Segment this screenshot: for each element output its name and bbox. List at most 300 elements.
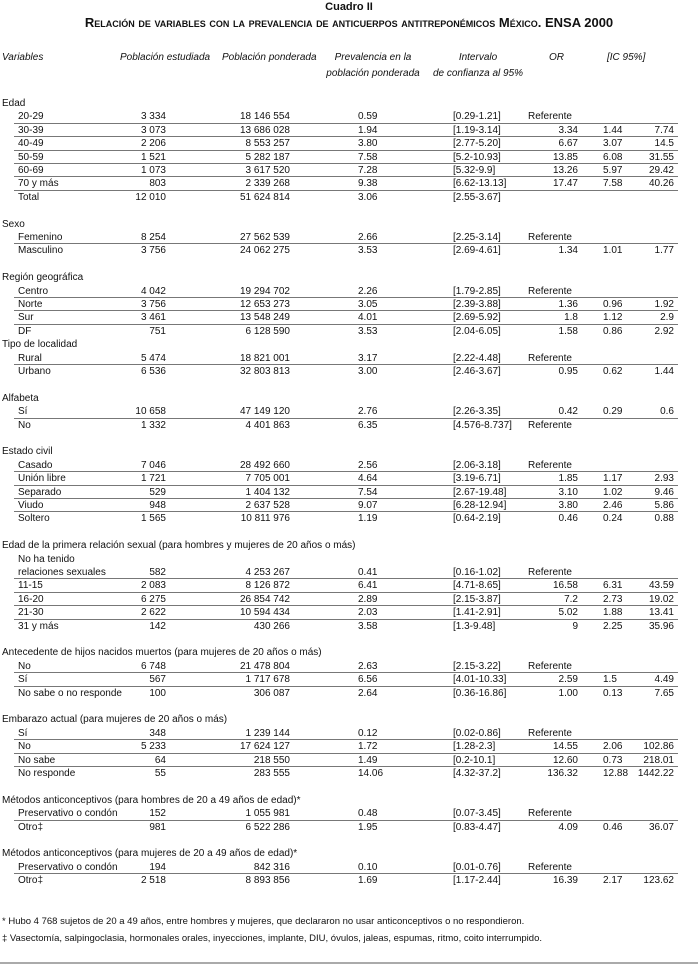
- table-row: [0, 405, 698, 418]
- cell-int: [2.67-19.48]: [453, 486, 507, 498]
- table-row: [0, 124, 698, 137]
- cell-icl: 2.17: [603, 875, 623, 887]
- table-title: [0, 15, 698, 30]
- cell-pond: 306 087: [253, 687, 290, 699]
- table-row: [0, 177, 698, 190]
- cell-or: 2.59: [558, 674, 578, 686]
- cell-icl: 1.88: [603, 607, 623, 619]
- cell-pond: 2 339 268: [245, 178, 290, 190]
- cell-prev: 0.12: [358, 727, 378, 739]
- group-label: Métodos anticonceptivos (para mujeres de 20 a 49 años de edad)*: [2, 848, 298, 860]
- cell-or: 3.10: [558, 486, 578, 498]
- cell-int: [0.16-1.02]: [453, 567, 501, 578]
- cell-int: [2.69-4.61]: [453, 245, 501, 257]
- cell-int: [0.83-4.47]: [453, 821, 501, 833]
- table-row: [0, 874, 698, 887]
- table-row: [0, 285, 698, 298]
- title-main: Relación de variables con la prevalencia de anticuerpos antitreponémicos México.: [84, 15, 542, 30]
- cell-int: [1.79-2.85]: [453, 285, 501, 297]
- cell-prev: 6.41: [358, 580, 378, 592]
- cell-est: 582: [149, 567, 166, 578]
- cell-ich: 1442.22: [637, 768, 674, 779]
- cell-or: Referente: [528, 352, 572, 364]
- table-row: [0, 754, 698, 767]
- table-row: [0, 512, 698, 525]
- cell-est: 6 536: [140, 366, 166, 377]
- footnote-double-dagger: ‡ Vasectomía, salpingoclasia, hormonales orales, inyecciones, implante, DIU, óvulos, jaleas, espumas, ritmo, coito interrumpido.: [2, 933, 542, 944]
- cell-ich: 35.96: [648, 620, 674, 632]
- cell-prev: 3.80: [358, 138, 378, 150]
- cell-int: [0.01-0.76]: [453, 861, 501, 873]
- cell-int: [6.28-12.94]: [453, 500, 507, 511]
- cell-ich: 36.07: [648, 821, 674, 833]
- cell-or: 0.46: [558, 513, 578, 525]
- table-row: [0, 352, 698, 365]
- cell-est: 2 518: [140, 875, 166, 887]
- cell-or: Referente: [528, 419, 572, 431]
- cell-or: 1.34: [558, 245, 578, 257]
- cell-int: [2.46-3.67]: [453, 366, 501, 377]
- cell-est: 2 083: [140, 580, 166, 592]
- cell-est: 348: [149, 727, 166, 739]
- cell-icl: 1.44: [603, 124, 623, 136]
- footnote-asterisk: * Hubo 4 768 sujetos de 20 a 49 años, entre hombres y mujeres, que declararon no usar anticonceptivos o no respondieron.: [2, 916, 525, 927]
- row-label: No sabe o no responde: [18, 687, 122, 699]
- cell-pond: 3 617 520: [245, 165, 290, 176]
- cell-est: 7 046: [140, 459, 166, 471]
- table-row: [0, 579, 698, 592]
- cell-prev: 2.56: [358, 459, 378, 471]
- cell-or: 6.67: [558, 138, 578, 150]
- cell-int: [1.41-2.91]: [453, 607, 501, 619]
- table-row: [0, 110, 698, 123]
- row-label: 16-20: [18, 593, 44, 605]
- col-intervalo-line1: Intervalo: [458, 52, 498, 63]
- cell-prev: 9.07: [358, 500, 378, 511]
- cell-int: [3.19-6.71]: [453, 473, 501, 485]
- cell-ich: 0.88: [654, 513, 674, 525]
- cell-pond: 430 266: [253, 620, 290, 632]
- cell-pond: 21 478 804: [239, 660, 290, 672]
- cell-est: 981: [149, 821, 166, 833]
- cell-or: Referente: [528, 727, 572, 739]
- cell-est: 100: [149, 687, 166, 699]
- cell-pond: 6 522 286: [245, 821, 290, 833]
- cell-or: 13.85: [552, 151, 578, 163]
- cell-or: 1.36: [558, 299, 578, 310]
- table-row: [0, 298, 698, 311]
- group-header: [0, 847, 698, 860]
- cell-pond: 218 550: [253, 754, 290, 766]
- cell-est: 12 010: [135, 191, 166, 203]
- cell-pond: 28 492 660: [239, 459, 290, 471]
- cell-est: 1 521: [140, 151, 166, 163]
- cell-pond: 51 624 814: [239, 191, 290, 203]
- row-label: Viudo: [18, 500, 44, 511]
- cell-icl: 7.58: [603, 178, 623, 190]
- table-row: [0, 151, 698, 164]
- col-ponderada: Población ponderada: [222, 52, 317, 63]
- cell-prev: 3.17: [358, 352, 378, 364]
- table-row: [0, 593, 698, 606]
- cell-prev: 2.64: [358, 687, 378, 699]
- table-row: [0, 807, 698, 820]
- cell-int: [6.62-13.13]: [453, 178, 507, 190]
- cell-est: 6 275: [140, 593, 166, 605]
- cell-est: 142: [149, 620, 166, 632]
- row-label: Casado: [18, 459, 53, 471]
- cell-int: [0.36-16.86]: [453, 687, 507, 699]
- row-label: DF: [18, 325, 32, 337]
- col-intervalo-line2: de confianza al 95%: [432, 68, 524, 79]
- row-label: Sí: [18, 406, 28, 418]
- cell-est: 152: [149, 808, 166, 820]
- title-suffix: ENSA 2000: [544, 15, 614, 30]
- cell-prev: 1.72: [358, 741, 378, 753]
- table-row: [0, 740, 698, 753]
- cell-icl: 0.96: [603, 299, 623, 310]
- cell-icl: 1.01: [603, 245, 623, 257]
- cell-ich: 1.77: [654, 245, 674, 257]
- table-row: [0, 861, 698, 874]
- cell-int: [1.19-3.14]: [453, 124, 501, 136]
- cell-int: [4.01-10.33]: [453, 674, 507, 686]
- col-prevalencia-line2: población ponderada: [326, 68, 420, 79]
- cell-ich: 14.5: [654, 138, 674, 150]
- cell-est: 55: [154, 768, 166, 779]
- group-label: Alfabeta: [2, 392, 39, 404]
- cell-int: [0.64-2.19]: [453, 513, 501, 525]
- cell-est: 3 756: [140, 299, 166, 310]
- cell-ich: 2.93: [654, 473, 674, 485]
- row-label: Otro‡: [18, 821, 44, 833]
- group-label: Métodos anticonceptivos (para hombres de 20 a 49 años de edad)*: [2, 794, 301, 806]
- cell-prev: 7.54: [358, 486, 378, 498]
- cell-est: 3 756: [140, 245, 166, 257]
- cell-int: [2.77-5.20]: [453, 138, 501, 150]
- cell-prev: 1.69: [358, 875, 378, 887]
- cell-pond: 26 854 742: [239, 593, 290, 605]
- col-variables: Variables: [2, 52, 44, 63]
- cell-pond: 47 149 120: [239, 406, 290, 418]
- table-row: [0, 164, 698, 177]
- row-label: Centro: [18, 285, 49, 297]
- cell-est: 194: [149, 861, 166, 873]
- cell-or: 0.42: [558, 406, 578, 418]
- cell-int: [2.22-4.48]: [453, 352, 501, 364]
- group-header: [0, 445, 698, 458]
- cell-or: 0.95: [558, 366, 578, 377]
- cell-prev: 4.64: [358, 473, 378, 485]
- cell-prev: 7.58: [358, 151, 378, 163]
- cell-pond: 18 146 554: [239, 111, 290, 123]
- cell-ich: 218.01: [643, 754, 674, 766]
- row-label: Preservativo o condón: [18, 861, 118, 873]
- cell-est: 529: [149, 486, 166, 498]
- table-row: [0, 553, 698, 566]
- cell-or: Referente: [528, 459, 572, 471]
- row-label: relaciones sexuales: [18, 567, 106, 578]
- row-label: No: [18, 660, 31, 672]
- cell-int: [2.15-3.87]: [453, 593, 501, 605]
- cell-prev: 6.35: [358, 419, 378, 431]
- group-label: Edad: [2, 98, 26, 109]
- group-header: [0, 338, 698, 351]
- cell-est: 5 233: [140, 741, 166, 753]
- group-header: [0, 794, 698, 807]
- cell-int: [5.32-9.9]: [453, 165, 496, 176]
- cell-or: 3.34: [558, 124, 578, 136]
- cell-prev: 14.06: [358, 768, 384, 779]
- cell-ich: 1.44: [654, 366, 674, 377]
- cell-icl: 1.12: [603, 312, 623, 324]
- cell-est: 3 073: [140, 124, 166, 136]
- cell-icl: 0.86: [603, 325, 623, 337]
- cell-int: [2.15-3.22]: [453, 660, 501, 672]
- row-label: 30-39: [18, 124, 44, 136]
- cell-or: Referente: [528, 861, 572, 873]
- table-row: [0, 191, 698, 204]
- row-label: 20-29: [18, 111, 44, 123]
- cell-est: 948: [149, 500, 166, 511]
- cell-est: 1 565: [140, 513, 166, 525]
- cell-ich: 7.74: [654, 124, 674, 136]
- cell-icl: 0.29: [603, 406, 623, 418]
- table-row: [0, 499, 698, 512]
- cell-or: Referente: [528, 808, 572, 820]
- cell-pond: 8 126 872: [245, 580, 290, 592]
- group-header: [0, 539, 698, 552]
- cell-ich: 13.41: [648, 607, 674, 619]
- cell-prev: 3.58: [358, 620, 378, 632]
- cell-prev: 2.89: [358, 593, 378, 605]
- row-label: 11-15: [18, 580, 43, 592]
- cell-prev: 1.95: [358, 821, 378, 833]
- cell-or: 1.85: [558, 473, 578, 485]
- table-row: [0, 365, 698, 378]
- cell-int: [2.39-3.88]: [453, 299, 501, 310]
- cell-pond: 12 653 273: [239, 299, 290, 310]
- table-row: [0, 231, 698, 244]
- cell-est: 10 658: [135, 406, 166, 418]
- cell-or: 16.39: [552, 875, 578, 887]
- cell-est: 6 748: [140, 660, 166, 672]
- cell-int: [0.2-10.1]: [453, 754, 496, 766]
- table-row: [0, 566, 698, 579]
- cell-ich: 19.02: [648, 593, 674, 605]
- cell-or: 14.55: [552, 741, 578, 753]
- cell-prev: 3.53: [358, 245, 378, 257]
- group-label: Región geográfica: [2, 272, 84, 284]
- cell-int: [0.29-1.21]: [453, 111, 501, 123]
- row-label: 31 y más: [18, 620, 59, 632]
- col-prevalencia: [318, 50, 428, 82]
- table-row: [0, 660, 698, 673]
- cell-or: 7.2: [564, 593, 578, 605]
- group-header: [0, 271, 698, 284]
- cell-icl: 5.97: [603, 165, 623, 176]
- table-row: [0, 244, 698, 257]
- cell-pond: 1 239 144: [245, 727, 290, 739]
- row-label: No responde: [18, 768, 76, 779]
- cell-icl: 2.06: [603, 741, 623, 753]
- group-label: Antecedente de hijos nacidos muertos (para mujeres de 20 años o más): [2, 647, 322, 659]
- cell-est: 567: [149, 674, 166, 686]
- cell-int: [1.3-9.48]: [453, 620, 496, 632]
- table-row: [0, 486, 698, 499]
- cell-pond: 13 548 249: [239, 312, 290, 324]
- cell-or: 17.47: [552, 178, 578, 190]
- table-row: [0, 472, 698, 485]
- cell-icl: 2.73: [603, 593, 623, 605]
- cell-pond: 10 811 976: [240, 513, 290, 525]
- cell-or: 3.80: [558, 500, 578, 511]
- col-intervalo: [428, 50, 528, 82]
- cell-ich: 7.65: [654, 687, 674, 699]
- cell-ich: 1.92: [654, 299, 674, 310]
- cell-icl: 0.73: [603, 754, 623, 766]
- row-label: No ha tenido: [18, 553, 75, 565]
- cell-pond: 842 316: [253, 861, 290, 873]
- cell-pond: 1 055 981: [245, 808, 290, 820]
- cell-ich: 2.9: [660, 312, 674, 324]
- cell-pond: 4 253 267: [245, 567, 290, 578]
- cell-or: 4.09: [558, 821, 578, 833]
- group-header: [0, 218, 698, 231]
- cell-prev: 3.05: [358, 299, 378, 310]
- group-header: [0, 646, 698, 659]
- cell-int: [2.55-3.67]: [453, 191, 501, 203]
- table-row: [0, 137, 698, 150]
- row-label: Sí: [18, 674, 28, 686]
- cell-int: [2.04-6.05]: [453, 325, 501, 337]
- cell-prev: 3.53: [358, 325, 378, 337]
- cell-or: Referente: [528, 285, 572, 297]
- row-label: Rural: [18, 352, 42, 364]
- cell-or: 136.32: [547, 768, 578, 779]
- col-or: OR: [549, 52, 564, 63]
- cell-icl: 1.02: [603, 486, 623, 498]
- table-row: [0, 727, 698, 740]
- cell-int: [2.26-3.35]: [453, 406, 501, 418]
- cell-int: [2.06-3.18]: [453, 459, 501, 471]
- cell-prev: 9.38: [358, 178, 378, 190]
- table-row: [0, 606, 698, 619]
- cell-or: Referente: [528, 660, 572, 672]
- row-label: 40-49: [18, 138, 44, 150]
- cell-ich: 29.42: [648, 165, 674, 176]
- cell-int: [2.69-5.92]: [453, 312, 501, 324]
- group-label: Sexo: [2, 218, 25, 230]
- cell-pond: 1 717 678: [245, 674, 290, 686]
- cell-int: [1.28-2.3]: [453, 741, 496, 753]
- cell-prev: 2.66: [358, 232, 378, 243]
- row-label: Femenino: [18, 232, 63, 243]
- cell-prev: 0.59: [358, 111, 378, 123]
- bottom-rule: [0, 962, 698, 964]
- group-label: Embarazo actual (para mujeres de 20 años o más): [2, 714, 228, 726]
- cell-ich: 2.92: [654, 325, 674, 337]
- cell-or: 9: [572, 620, 578, 632]
- row-label: Sur: [18, 312, 34, 324]
- cell-prev: 2.26: [358, 285, 378, 297]
- cell-or: 5.02: [558, 607, 578, 619]
- cell-icl: 12.88: [603, 768, 629, 779]
- cell-pond: 8 553 257: [245, 138, 290, 150]
- cell-ich: 40.26: [648, 178, 674, 190]
- cell-icl: 6.31: [603, 580, 623, 592]
- cell-ich: 0.6: [660, 406, 674, 418]
- cell-int: [4.32-37.2]: [453, 768, 501, 779]
- row-label: 50-59: [18, 151, 44, 163]
- row-label: Masculino: [18, 245, 64, 257]
- cell-prev: 3.00: [358, 366, 378, 377]
- cell-est: 1 073: [140, 165, 166, 176]
- cell-est: 3 461: [140, 312, 166, 324]
- cell-est: 8 254: [140, 232, 166, 243]
- cell-or: 12.60: [552, 754, 578, 766]
- cell-or: 13.26: [552, 165, 578, 176]
- row-label: Separado: [18, 486, 62, 498]
- cell-est: 803: [149, 178, 166, 190]
- table-number: Cuadro II: [325, 1, 373, 13]
- table-row: [0, 767, 698, 780]
- cell-est: 5 474: [140, 352, 166, 364]
- cell-est: 2 206: [140, 138, 166, 150]
- cell-prev: 0.10: [358, 861, 378, 873]
- cell-prev: 3.06: [358, 191, 378, 203]
- row-label: No: [18, 741, 31, 753]
- cell-pond: 6 128 590: [245, 325, 290, 337]
- cell-icl: 2.46: [603, 500, 623, 511]
- cell-ich: 4.49: [654, 674, 674, 686]
- table-row: [0, 419, 698, 432]
- cell-int: [4.71-8.65]: [453, 580, 501, 592]
- cell-prev: 6.56: [358, 674, 378, 686]
- cell-ich: 123.62: [643, 875, 674, 887]
- table-row: [0, 311, 698, 324]
- group-header: [0, 713, 698, 726]
- cell-prev: 7.28: [358, 165, 378, 176]
- table-row: [0, 620, 698, 633]
- cell-or: Referente: [528, 111, 572, 123]
- cell-pond: 4 401 863: [245, 419, 290, 431]
- cell-pond: 18 821 001: [239, 352, 290, 364]
- cell-ich: 102.86: [643, 741, 674, 753]
- cell-pond: 32 803 813: [239, 366, 290, 377]
- cell-pond: 10 594 434: [239, 607, 290, 619]
- cell-est: 3 334: [140, 111, 166, 123]
- cell-est: 64: [154, 754, 166, 766]
- cell-icl: 1.17: [603, 473, 623, 485]
- cell-pond: 1 404 132: [245, 486, 290, 498]
- cell-icl: 6.08: [603, 151, 623, 163]
- cell-est: 1 721: [140, 473, 166, 485]
- row-label: Sí: [18, 727, 28, 739]
- cell-icl: 0.46: [603, 821, 623, 833]
- cell-icl: 0.24: [603, 513, 623, 525]
- table-row: [0, 325, 698, 338]
- col-ic: [IC 95%]: [607, 52, 646, 63]
- group-label: Tipo de localidad: [2, 339, 78, 351]
- row-label: 70 y más: [18, 178, 59, 190]
- cell-prev: 1.19: [358, 513, 378, 525]
- row-label: Otro‡: [18, 875, 44, 887]
- cell-prev: 2.76: [358, 406, 378, 418]
- cell-icl: 3.07: [603, 138, 623, 150]
- row-label: No: [18, 419, 31, 431]
- cell-prev: 2.63: [358, 660, 378, 672]
